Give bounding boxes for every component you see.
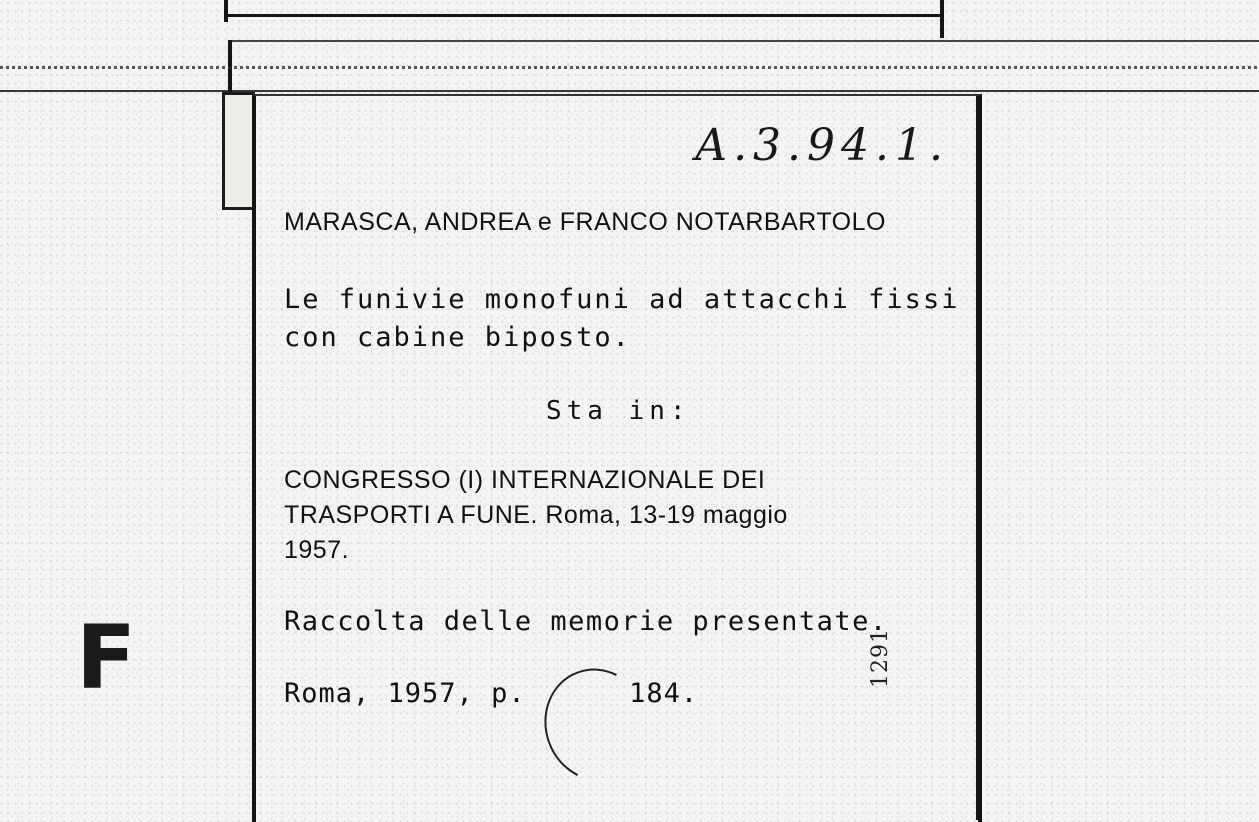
- side-number: 1291: [868, 628, 893, 688]
- source-line-1: CONGRESSO (I) INTERNAZIONALE DEI: [284, 466, 766, 494]
- card-index-tab: [222, 92, 255, 210]
- rear-card-right-edge: [940, 0, 944, 38]
- rear-card-left-edge: [224, 0, 228, 22]
- margin-letter-text: F: [76, 612, 137, 694]
- margin-letter-f: [74, 612, 140, 694]
- scan-separator-rule: [0, 66, 1259, 69]
- imprint-line: Roma, 1957, p. 184.: [284, 678, 699, 709]
- middle-card-top-edge: [232, 40, 1259, 42]
- source-line-2: TRASPORTI A FUNE. Roma, 13-19 maggio: [284, 501, 788, 529]
- rear-card-top-edge: [228, 14, 940, 17]
- collection-line: Raccolta delle memorie presentate.: [284, 606, 888, 637]
- title-line-1: Le funivie monofuni ad attacchi fissi: [284, 284, 960, 315]
- author-line: MARASCA, ANDREA e FRANCO NOTARBARTOLO: [284, 208, 886, 236]
- shelfmark: A.3.94.1.: [695, 120, 949, 171]
- scan-horizontal-rule: [0, 90, 1259, 92]
- source-line-3: 1957.: [284, 536, 350, 564]
- in-label: Sta in:: [546, 396, 691, 426]
- title-line-2: con cabine biposto.: [284, 322, 631, 353]
